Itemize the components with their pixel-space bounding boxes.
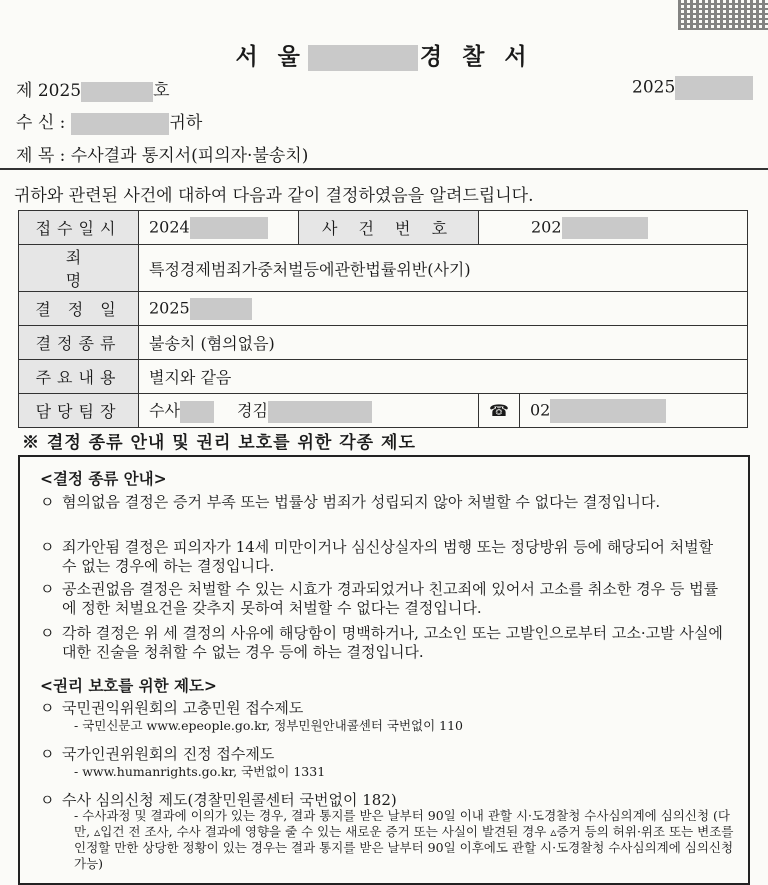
decision-date-text: 2025: [149, 298, 190, 317]
list-item: [40, 580, 730, 618]
list-item: [40, 493, 730, 512]
table-row: [19, 245, 748, 292]
redaction: [180, 401, 214, 423]
team-leader-text-b: 경김: [237, 401, 268, 421]
table-row: [19, 360, 748, 394]
rights-heading: <권리 보호를 위한 제도>: [40, 676, 217, 695]
decision-type-label: 결정종류: [19, 326, 139, 360]
phone-icon: ☎: [479, 394, 520, 428]
decision-date-value: [139, 292, 748, 326]
list-item-detail: - 수사과정 및 결과에 이의가 있는 경우, 결과 통지를 받은 날부터 90일 이내 관할 시·도경찰청 수사심의계에 심의신청 (다만, ▵입건 전 조사, 수사 결과에 영향을 줄 수 있는 새로운 증거 또는 사실이 발견된 경우 ▵증거 등의 허위·위조 또는 변조를 인정할 만한 상당한 정황이 있는 경우는 결과 통지를 받은 날부터 90일 이후에도 관할 시·도경찰청 수사심의계에 심의신청 가능): [74, 808, 734, 871]
case-number-text: 202: [531, 217, 562, 236]
redaction: [675, 76, 753, 100]
list-item-text: 공소권없음 결정은 처벌할 수 있는 시효가 경과되었거나 친고죄에 있어서 고소를 취소한 경우 등 법률에 정한 처벌요건을 갖추지 못하여 처벌할 수 없다는 결정입니다.: [62, 580, 719, 617]
list-item: [40, 538, 730, 576]
charge-value: 특정경제범죄가중처벌등에관한법률위반(사기): [139, 245, 748, 292]
redaction: [71, 113, 169, 135]
list-item-text: 수사 심의신청 제도(경찰민원콜센터 국번없이 182): [62, 791, 397, 809]
list-item-text: 국민권익위원회의 고충민원 접수제도: [62, 699, 304, 717]
list-item: [40, 624, 730, 662]
bullet-icon: ㅇ: [40, 791, 55, 809]
list-item-detail: - www.humanrights.go.kr, 국번없이 1331: [74, 764, 326, 779]
table-row: [19, 326, 748, 360]
redaction: [308, 45, 418, 71]
main-content-label: 주요내용: [19, 360, 139, 394]
redaction: [268, 401, 372, 423]
subject-text: 수사결과 통지서(피의자·불송치): [70, 146, 309, 166]
recipient-label: 수 신 :: [16, 113, 66, 133]
redaction: [190, 217, 268, 239]
receipt-label: 접수일시: [19, 211, 139, 245]
table-row: [19, 211, 748, 245]
subject: [16, 141, 308, 166]
doc-date-prefix: 2025: [632, 77, 676, 98]
qr-code: [678, 0, 768, 30]
recipient: [16, 108, 202, 135]
redaction: [190, 298, 252, 320]
recipient-suffix: 귀하: [169, 113, 203, 133]
phone-text: 02: [529, 400, 551, 419]
doc-number-prefix: 제 2025: [16, 81, 82, 101]
team-leader-text-a: 수사: [149, 401, 180, 421]
receipt-value: [139, 211, 299, 245]
bullet-icon: ㅇ: [40, 699, 55, 717]
table-row: [19, 292, 748, 326]
main-content-value: 별지와 같음: [139, 360, 748, 394]
bullet-icon: ㅇ: [40, 745, 55, 763]
bullet-icon: ㅇ: [40, 538, 55, 556]
intro-text: 귀하와 관련된 사건에 대하여 다음과 같이 결정하였음을 알려드립니다.: [14, 186, 534, 206]
decision-type-value: 불송치 (혐의없음): [139, 326, 748, 360]
list-item-text: 국가인권위원회의 진정 접수제도: [62, 745, 275, 763]
doc-date: [632, 76, 753, 100]
team-leader-value: [139, 394, 479, 428]
table-row: [19, 394, 748, 428]
bullet-icon: ㅇ: [40, 493, 55, 511]
receipt-value-text: 2024: [149, 217, 190, 236]
list-item-detail: - 국민신문고 www.epeople.go.kr, 정부민원안내콜센터 국번없이 110: [74, 718, 464, 733]
title-prefix: 서 울: [235, 43, 306, 70]
title-suffix: 경 찰 서: [419, 43, 533, 70]
team-leader-label: 담당팀장: [19, 394, 139, 428]
decision-types-heading: <결정 종류 안내>: [40, 469, 167, 488]
redaction: [550, 399, 666, 423]
list-item-text: 죄가안됨 결정은 피의자가 14세 미만이거나 심신상실자의 범행 또는 정당방위 등에 해당되어 처벌할 수 없는 경우에 하는 결정입니다.: [62, 538, 714, 575]
info-table: [18, 210, 748, 428]
list-item-text: 혐의없음 결정은 증거 부족 또는 법률상 범죄가 성립되지 않아 처벌할 수 없다는 결정입니다.: [62, 493, 661, 511]
notice-section-title: ※ 결정 종류 안내 및 권리 보호를 위한 각종 제도: [22, 433, 416, 453]
decision-date-label: 결 정 일: [19, 292, 139, 326]
charge-label: 죄 명: [19, 245, 139, 292]
doc-number-suffix: 호: [153, 81, 170, 101]
divider: [0, 168, 768, 170]
doc-number: [16, 76, 170, 102]
case-number-label: 사 건 번 호: [299, 211, 479, 245]
phone-value: [519, 394, 747, 428]
subject-label: 제 목 :: [16, 146, 66, 166]
list-item: [40, 745, 730, 764]
bullet-icon: ㅇ: [40, 624, 55, 642]
case-number-value: [479, 211, 748, 245]
page-title: [0, 38, 768, 71]
redaction: [562, 217, 648, 239]
list-item-text: 각하 결정은 위 세 결정의 사유에 해당함이 명백하거나, 고소인 또는 고발인으로부터 고소·고발 사실에 대한 진술을 청취할 수 없는 경우 등에 하는 결정입니다.: [62, 624, 723, 661]
bullet-icon: ㅇ: [40, 580, 55, 598]
redaction: [81, 82, 153, 102]
list-item: [40, 699, 730, 718]
